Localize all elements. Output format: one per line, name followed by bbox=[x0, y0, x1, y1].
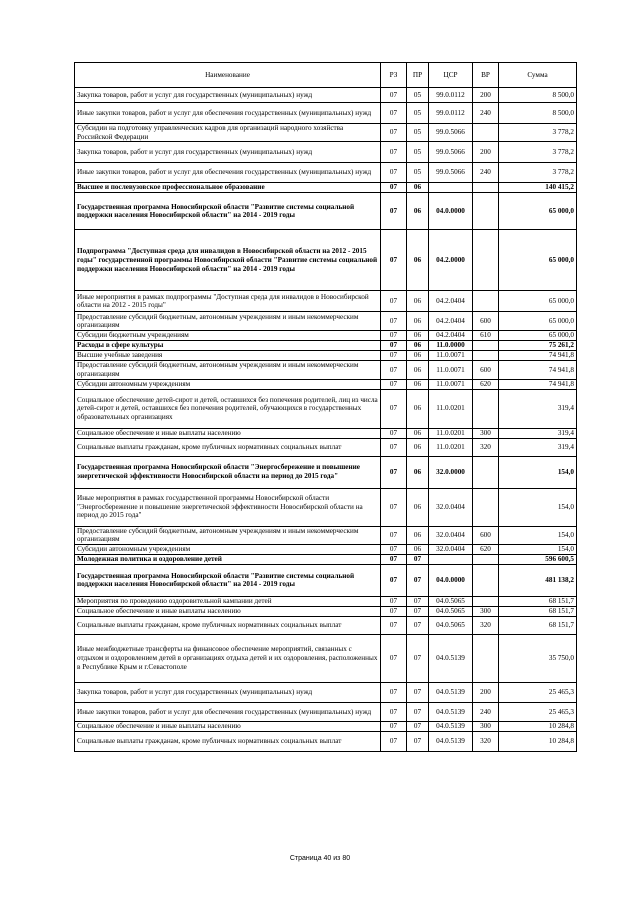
cell-pr: 06 bbox=[407, 351, 429, 361]
cell-pr: 05 bbox=[407, 163, 429, 183]
table-body bbox=[75, 88, 577, 752]
cell-name: Предоставление субсидий бюджетным, автономным учреждениям и иным некоммерческим организациям bbox=[75, 312, 381, 331]
cell-csr: 04.0.5065 bbox=[429, 606, 473, 616]
cell-vr: 240 bbox=[473, 103, 499, 124]
header-row bbox=[75, 63, 577, 88]
table-row bbox=[75, 103, 577, 124]
cell-csr: 04.0.5065 bbox=[429, 596, 473, 606]
header-name: Наименование bbox=[75, 63, 381, 88]
cell-vr: 300 bbox=[473, 428, 499, 438]
cell-vr: 320 bbox=[473, 438, 499, 456]
cell-name: Субсидии автономным учреждениям bbox=[75, 379, 381, 389]
cell-sum: 68 151,7 bbox=[499, 616, 577, 634]
cell-name: Предоставление субсидий бюджетным, автономным учреждениям и иным некоммерческим организациям bbox=[75, 526, 381, 544]
cell-sum: 596 600,5 bbox=[499, 554, 577, 564]
cell-pr: 07 bbox=[407, 596, 429, 606]
table-row bbox=[75, 721, 577, 731]
table-row bbox=[75, 183, 577, 193]
cell-csr: 32.0.0000 bbox=[429, 456, 473, 488]
cell-vr: 600 bbox=[473, 361, 499, 379]
cell-name: Подпрограмма "Доступная среда для инвалидов в Новосибирской области на 2012 - 2015 годы" государственной программы Новосибирской области "Развитие системы социальной поддержки населения Новосибирской области" на 2014 - 2019 годы bbox=[75, 230, 381, 291]
cell-sum: 74 941,8 bbox=[499, 379, 577, 389]
cell-csr: 04.0.0000 bbox=[429, 193, 473, 230]
table-row bbox=[75, 124, 577, 142]
cell-vr: 300 bbox=[473, 721, 499, 731]
cell-name: Предоставление субсидий бюджетным, автономным учреждениям и иным некоммерческим организациям bbox=[75, 361, 381, 379]
header-csr: ЦСР bbox=[429, 63, 473, 88]
budget-table bbox=[74, 62, 577, 752]
table-row bbox=[75, 596, 577, 606]
table-row bbox=[75, 702, 577, 721]
cell-name: Социальные выплаты гражданам, кроме публичных нормативных социальных выплат bbox=[75, 731, 381, 751]
cell-name: Молодежная политика и оздоровление детей bbox=[75, 554, 381, 564]
cell-vr: 200 bbox=[473, 88, 499, 103]
table-row bbox=[75, 291, 577, 312]
cell-sum: 74 941,8 bbox=[499, 361, 577, 379]
cell-rz: 07 bbox=[381, 596, 407, 606]
cell-name: Закупка товаров, работ и услуг для государственных (муниципальных) нужд bbox=[75, 88, 381, 103]
cell-pr: 06 bbox=[407, 456, 429, 488]
cell-pr: 06 bbox=[407, 379, 429, 389]
cell-csr: 11.0.0201 bbox=[429, 438, 473, 456]
cell-pr: 05 bbox=[407, 124, 429, 142]
cell-rz: 07 bbox=[381, 88, 407, 103]
cell-rz: 07 bbox=[381, 389, 407, 428]
cell-pr: 06 bbox=[407, 312, 429, 331]
cell-rz: 07 bbox=[381, 183, 407, 193]
cell-sum: 3 778,2 bbox=[499, 163, 577, 183]
cell-pr: 07 bbox=[407, 564, 429, 596]
cell-csr: 32.0.0404 bbox=[429, 488, 473, 526]
cell-pr: 06 bbox=[407, 438, 429, 456]
table-row bbox=[75, 193, 577, 230]
cell-name: Социальные выплаты гражданам, кроме публичных нормативных социальных выплат bbox=[75, 616, 381, 634]
cell-sum: 68 151,7 bbox=[499, 596, 577, 606]
cell-sum: 10 284,8 bbox=[499, 721, 577, 731]
cell-vr bbox=[473, 124, 499, 142]
cell-vr bbox=[473, 230, 499, 291]
cell-rz: 07 bbox=[381, 291, 407, 312]
cell-name: Мероприятия по проведению оздоровительной кампании детей bbox=[75, 596, 381, 606]
cell-csr: 11.0.0071 bbox=[429, 361, 473, 379]
cell-pr: 06 bbox=[407, 544, 429, 554]
cell-rz: 07 bbox=[381, 634, 407, 682]
cell-rz: 07 bbox=[381, 124, 407, 142]
cell-pr: 06 bbox=[407, 361, 429, 379]
cell-pr: 06 bbox=[407, 331, 429, 341]
cell-rz: 07 bbox=[381, 721, 407, 731]
cell-name: Социальные выплаты гражданам, кроме публичных нормативных социальных выплат bbox=[75, 438, 381, 456]
cell-csr: 99.0.0112 bbox=[429, 88, 473, 103]
table-row bbox=[75, 428, 577, 438]
cell-csr: 99.0.0112 bbox=[429, 103, 473, 124]
cell-vr bbox=[473, 389, 499, 428]
cell-sum: 8 500,0 bbox=[499, 88, 577, 103]
cell-vr: 200 bbox=[473, 142, 499, 163]
cell-name: Высшее и послевузовское профессиональное образование bbox=[75, 183, 381, 193]
cell-rz: 07 bbox=[381, 488, 407, 526]
cell-csr: 99.0.5066 bbox=[429, 124, 473, 142]
cell-sum: 75 261,2 bbox=[499, 341, 577, 351]
cell-csr bbox=[429, 183, 473, 193]
cell-name: Социальное обеспечение и иные выплаты населению bbox=[75, 428, 381, 438]
cell-sum: 154,0 bbox=[499, 488, 577, 526]
cell-name: Субсидии на подготовку управленческих кадров для организаций народного хозяйства Российской Федерации bbox=[75, 124, 381, 142]
cell-pr: 07 bbox=[407, 702, 429, 721]
cell-name: Субсидии автономным учреждениям bbox=[75, 544, 381, 554]
cell-csr: 04.0.5139 bbox=[429, 702, 473, 721]
cell-pr: 06 bbox=[407, 389, 429, 428]
cell-name: Иные мероприятия в рамках государственной программы Новосибирской области "Энергосбережение и повышение энергетической эффективности Новосибирской области на период до 2015 года" bbox=[75, 488, 381, 526]
cell-csr: 32.0.0404 bbox=[429, 544, 473, 554]
cell-vr: 240 bbox=[473, 163, 499, 183]
cell-sum: 35 750,0 bbox=[499, 634, 577, 682]
cell-sum: 154,0 bbox=[499, 526, 577, 544]
cell-csr: 04.2.0404 bbox=[429, 312, 473, 331]
cell-rz: 07 bbox=[381, 193, 407, 230]
cell-rz: 07 bbox=[381, 456, 407, 488]
table-row bbox=[75, 438, 577, 456]
cell-pr: 07 bbox=[407, 634, 429, 682]
header-vr: ВР bbox=[473, 63, 499, 88]
cell-name: Социальное обеспечение детей-сирот и детей, оставшихся без попечения родителей, лиц из числа детей-сирот и детей, оставшихся без попечения родителей, обучающихся в государственных образовательных организациях bbox=[75, 389, 381, 428]
table-row bbox=[75, 554, 577, 564]
cell-sum: 25 465,3 bbox=[499, 702, 577, 721]
cell-vr: 610 bbox=[473, 331, 499, 341]
cell-vr bbox=[473, 456, 499, 488]
cell-csr: 04.0.5139 bbox=[429, 721, 473, 731]
cell-rz: 07 bbox=[381, 544, 407, 554]
table-row bbox=[75, 379, 577, 389]
table-row bbox=[75, 389, 577, 428]
cell-rz: 07 bbox=[381, 428, 407, 438]
table-row bbox=[75, 341, 577, 351]
cell-rz: 07 bbox=[381, 163, 407, 183]
cell-csr: 11.0.0201 bbox=[429, 428, 473, 438]
cell-csr: 11.0.0201 bbox=[429, 389, 473, 428]
cell-vr: 620 bbox=[473, 379, 499, 389]
cell-csr: 99.0.5066 bbox=[429, 163, 473, 183]
cell-pr: 07 bbox=[407, 554, 429, 564]
table-row bbox=[75, 456, 577, 488]
cell-rz: 07 bbox=[381, 142, 407, 163]
table-row bbox=[75, 488, 577, 526]
cell-rz: 07 bbox=[381, 438, 407, 456]
table-row bbox=[75, 634, 577, 682]
cell-sum: 481 138,2 bbox=[499, 564, 577, 596]
cell-sum: 65 000,0 bbox=[499, 193, 577, 230]
table-row bbox=[75, 526, 577, 544]
cell-sum: 154,0 bbox=[499, 544, 577, 554]
cell-pr: 06 bbox=[407, 341, 429, 351]
page-number: Страница 40 из 80 bbox=[289, 855, 351, 862]
cell-rz: 07 bbox=[381, 230, 407, 291]
cell-name: Иные закупки товаров, работ и услуг для обеспечения государственных (муниципальных) нужд bbox=[75, 702, 381, 721]
cell-csr: 11.0.0071 bbox=[429, 351, 473, 361]
table-row bbox=[75, 331, 577, 341]
cell-csr: 32.0.0404 bbox=[429, 526, 473, 544]
cell-sum: 74 941,8 bbox=[499, 351, 577, 361]
cell-sum: 65 000,0 bbox=[499, 291, 577, 312]
cell-name: Государственная программа Новосибирской области "Развитие системы социальной поддержки населения Новосибирской области" на 2014 - 2019 годы bbox=[75, 564, 381, 596]
cell-rz: 07 bbox=[381, 606, 407, 616]
cell-vr bbox=[473, 291, 499, 312]
table-row bbox=[75, 731, 577, 751]
cell-name: Иные мероприятия в рамках подпрограммы "Доступная среда для инвалидов в Новосибирской области на 2012 - 2015 годы" bbox=[75, 291, 381, 312]
cell-name: Высшие учебные заведения bbox=[75, 351, 381, 361]
cell-name: Расходы в сфере культуры bbox=[75, 341, 381, 351]
cell-name: Государственная программа Новосибирской области "Энергосбережение и повышение энергетической эффективности Новосибирской области на период до 2015 года" bbox=[75, 456, 381, 488]
cell-name: Иные закупки товаров, работ и услуг для обеспечения государственных (муниципальных) нужд bbox=[75, 103, 381, 124]
cell-sum: 8 500,0 bbox=[499, 103, 577, 124]
cell-vr bbox=[473, 193, 499, 230]
table-row bbox=[75, 616, 577, 634]
cell-name: Социальное обеспечение и иные выплаты населению bbox=[75, 721, 381, 731]
cell-rz: 07 bbox=[381, 682, 407, 702]
cell-pr: 06 bbox=[407, 193, 429, 230]
table-row bbox=[75, 351, 577, 361]
cell-rz: 07 bbox=[381, 731, 407, 751]
cell-csr: 99.0.5066 bbox=[429, 142, 473, 163]
cell-name: Закупка товаров, работ и услуг для государственных (муниципальных) нужд bbox=[75, 142, 381, 163]
cell-vr: 300 bbox=[473, 606, 499, 616]
cell-rz: 07 bbox=[381, 564, 407, 596]
cell-rz: 07 bbox=[381, 331, 407, 341]
cell-sum: 10 284,8 bbox=[499, 731, 577, 751]
cell-pr: 07 bbox=[407, 616, 429, 634]
cell-name: Иные закупки товаров, работ и услуг для обеспечения государственных (муниципальных) нужд bbox=[75, 163, 381, 183]
cell-sum: 65 000,0 bbox=[499, 331, 577, 341]
cell-vr bbox=[473, 351, 499, 361]
cell-csr: 04.2.0404 bbox=[429, 291, 473, 312]
cell-csr bbox=[429, 554, 473, 564]
table-row bbox=[75, 142, 577, 163]
cell-vr: 240 bbox=[473, 702, 499, 721]
table-row bbox=[75, 312, 577, 331]
cell-pr: 06 bbox=[407, 428, 429, 438]
cell-name: Субсидии бюджетным учреждениям bbox=[75, 331, 381, 341]
cell-vr bbox=[473, 341, 499, 351]
cell-sum: 319,4 bbox=[499, 389, 577, 428]
cell-pr: 05 bbox=[407, 103, 429, 124]
cell-sum: 319,4 bbox=[499, 438, 577, 456]
cell-sum: 3 778,2 bbox=[499, 142, 577, 163]
cell-pr: 07 bbox=[407, 731, 429, 751]
cell-rz: 07 bbox=[381, 554, 407, 564]
table-row bbox=[75, 361, 577, 379]
cell-rz: 07 bbox=[381, 341, 407, 351]
cell-rz: 07 bbox=[381, 312, 407, 331]
cell-sum: 319,4 bbox=[499, 428, 577, 438]
cell-sum: 140 415,2 bbox=[499, 183, 577, 193]
cell-pr: 05 bbox=[407, 88, 429, 103]
cell-csr: 04.0.5139 bbox=[429, 682, 473, 702]
cell-name: Социальное обеспечение и иные выплаты населению bbox=[75, 606, 381, 616]
table-row bbox=[75, 682, 577, 702]
cell-vr bbox=[473, 634, 499, 682]
table-row bbox=[75, 88, 577, 103]
cell-name: Иные межбюджетные трансферты на финансовое обеспечение мероприятий, связанных с отдыхом и оздоровлением детей в организациях отдыха детей и их оздоровления, расположенных в Республике Крым и г.Севастополе bbox=[75, 634, 381, 682]
cell-vr bbox=[473, 183, 499, 193]
cell-pr: 07 bbox=[407, 682, 429, 702]
cell-vr bbox=[473, 488, 499, 526]
cell-pr: 06 bbox=[407, 230, 429, 291]
cell-pr: 06 bbox=[407, 291, 429, 312]
cell-csr: 04.0.5065 bbox=[429, 616, 473, 634]
table-row bbox=[75, 544, 577, 554]
cell-vr bbox=[473, 554, 499, 564]
header-pr: ПР bbox=[407, 63, 429, 88]
cell-rz: 07 bbox=[381, 526, 407, 544]
cell-pr: 05 bbox=[407, 142, 429, 163]
cell-rz: 07 bbox=[381, 379, 407, 389]
cell-pr: 06 bbox=[407, 488, 429, 526]
table-row bbox=[75, 230, 577, 291]
cell-vr: 600 bbox=[473, 526, 499, 544]
cell-rz: 07 bbox=[381, 351, 407, 361]
cell-csr: 04.0.5139 bbox=[429, 731, 473, 751]
cell-vr: 620 bbox=[473, 544, 499, 554]
cell-vr: 600 bbox=[473, 312, 499, 331]
cell-rz: 07 bbox=[381, 361, 407, 379]
cell-rz: 07 bbox=[381, 702, 407, 721]
cell-name: Государственная программа Новосибирской области "Развитие системы социальной поддержки населения Новосибирской области" на 2014 - 2019 годы bbox=[75, 193, 381, 230]
cell-pr: 07 bbox=[407, 721, 429, 731]
header-sum: Сумма bbox=[499, 63, 577, 88]
cell-sum: 65 000,0 bbox=[499, 230, 577, 291]
cell-csr: 04.0.0000 bbox=[429, 564, 473, 596]
table-row bbox=[75, 564, 577, 596]
cell-vr bbox=[473, 564, 499, 596]
cell-csr: 11.0.0071 bbox=[429, 379, 473, 389]
cell-csr: 04.2.0404 bbox=[429, 331, 473, 341]
cell-sum: 68 151,7 bbox=[499, 606, 577, 616]
cell-csr: 04.0.5139 bbox=[429, 634, 473, 682]
cell-csr: 11.0.0000 bbox=[429, 341, 473, 351]
cell-sum: 3 778,2 bbox=[499, 124, 577, 142]
cell-vr: 200 bbox=[473, 682, 499, 702]
cell-sum: 154,0 bbox=[499, 456, 577, 488]
table-row bbox=[75, 163, 577, 183]
cell-csr: 04.2.0000 bbox=[429, 230, 473, 291]
cell-rz: 07 bbox=[381, 103, 407, 124]
cell-vr: 320 bbox=[473, 616, 499, 634]
cell-name: Закупка товаров, работ и услуг для государственных (муниципальных) нужд bbox=[75, 682, 381, 702]
header-rz: РЗ bbox=[381, 63, 407, 88]
cell-pr: 06 bbox=[407, 526, 429, 544]
cell-sum: 25 465,3 bbox=[499, 682, 577, 702]
table-row bbox=[75, 606, 577, 616]
cell-pr: 06 bbox=[407, 183, 429, 193]
cell-vr bbox=[473, 596, 499, 606]
cell-sum: 65 000,0 bbox=[499, 312, 577, 331]
cell-rz: 07 bbox=[381, 616, 407, 634]
cell-pr: 07 bbox=[407, 606, 429, 616]
cell-vr: 320 bbox=[473, 731, 499, 751]
